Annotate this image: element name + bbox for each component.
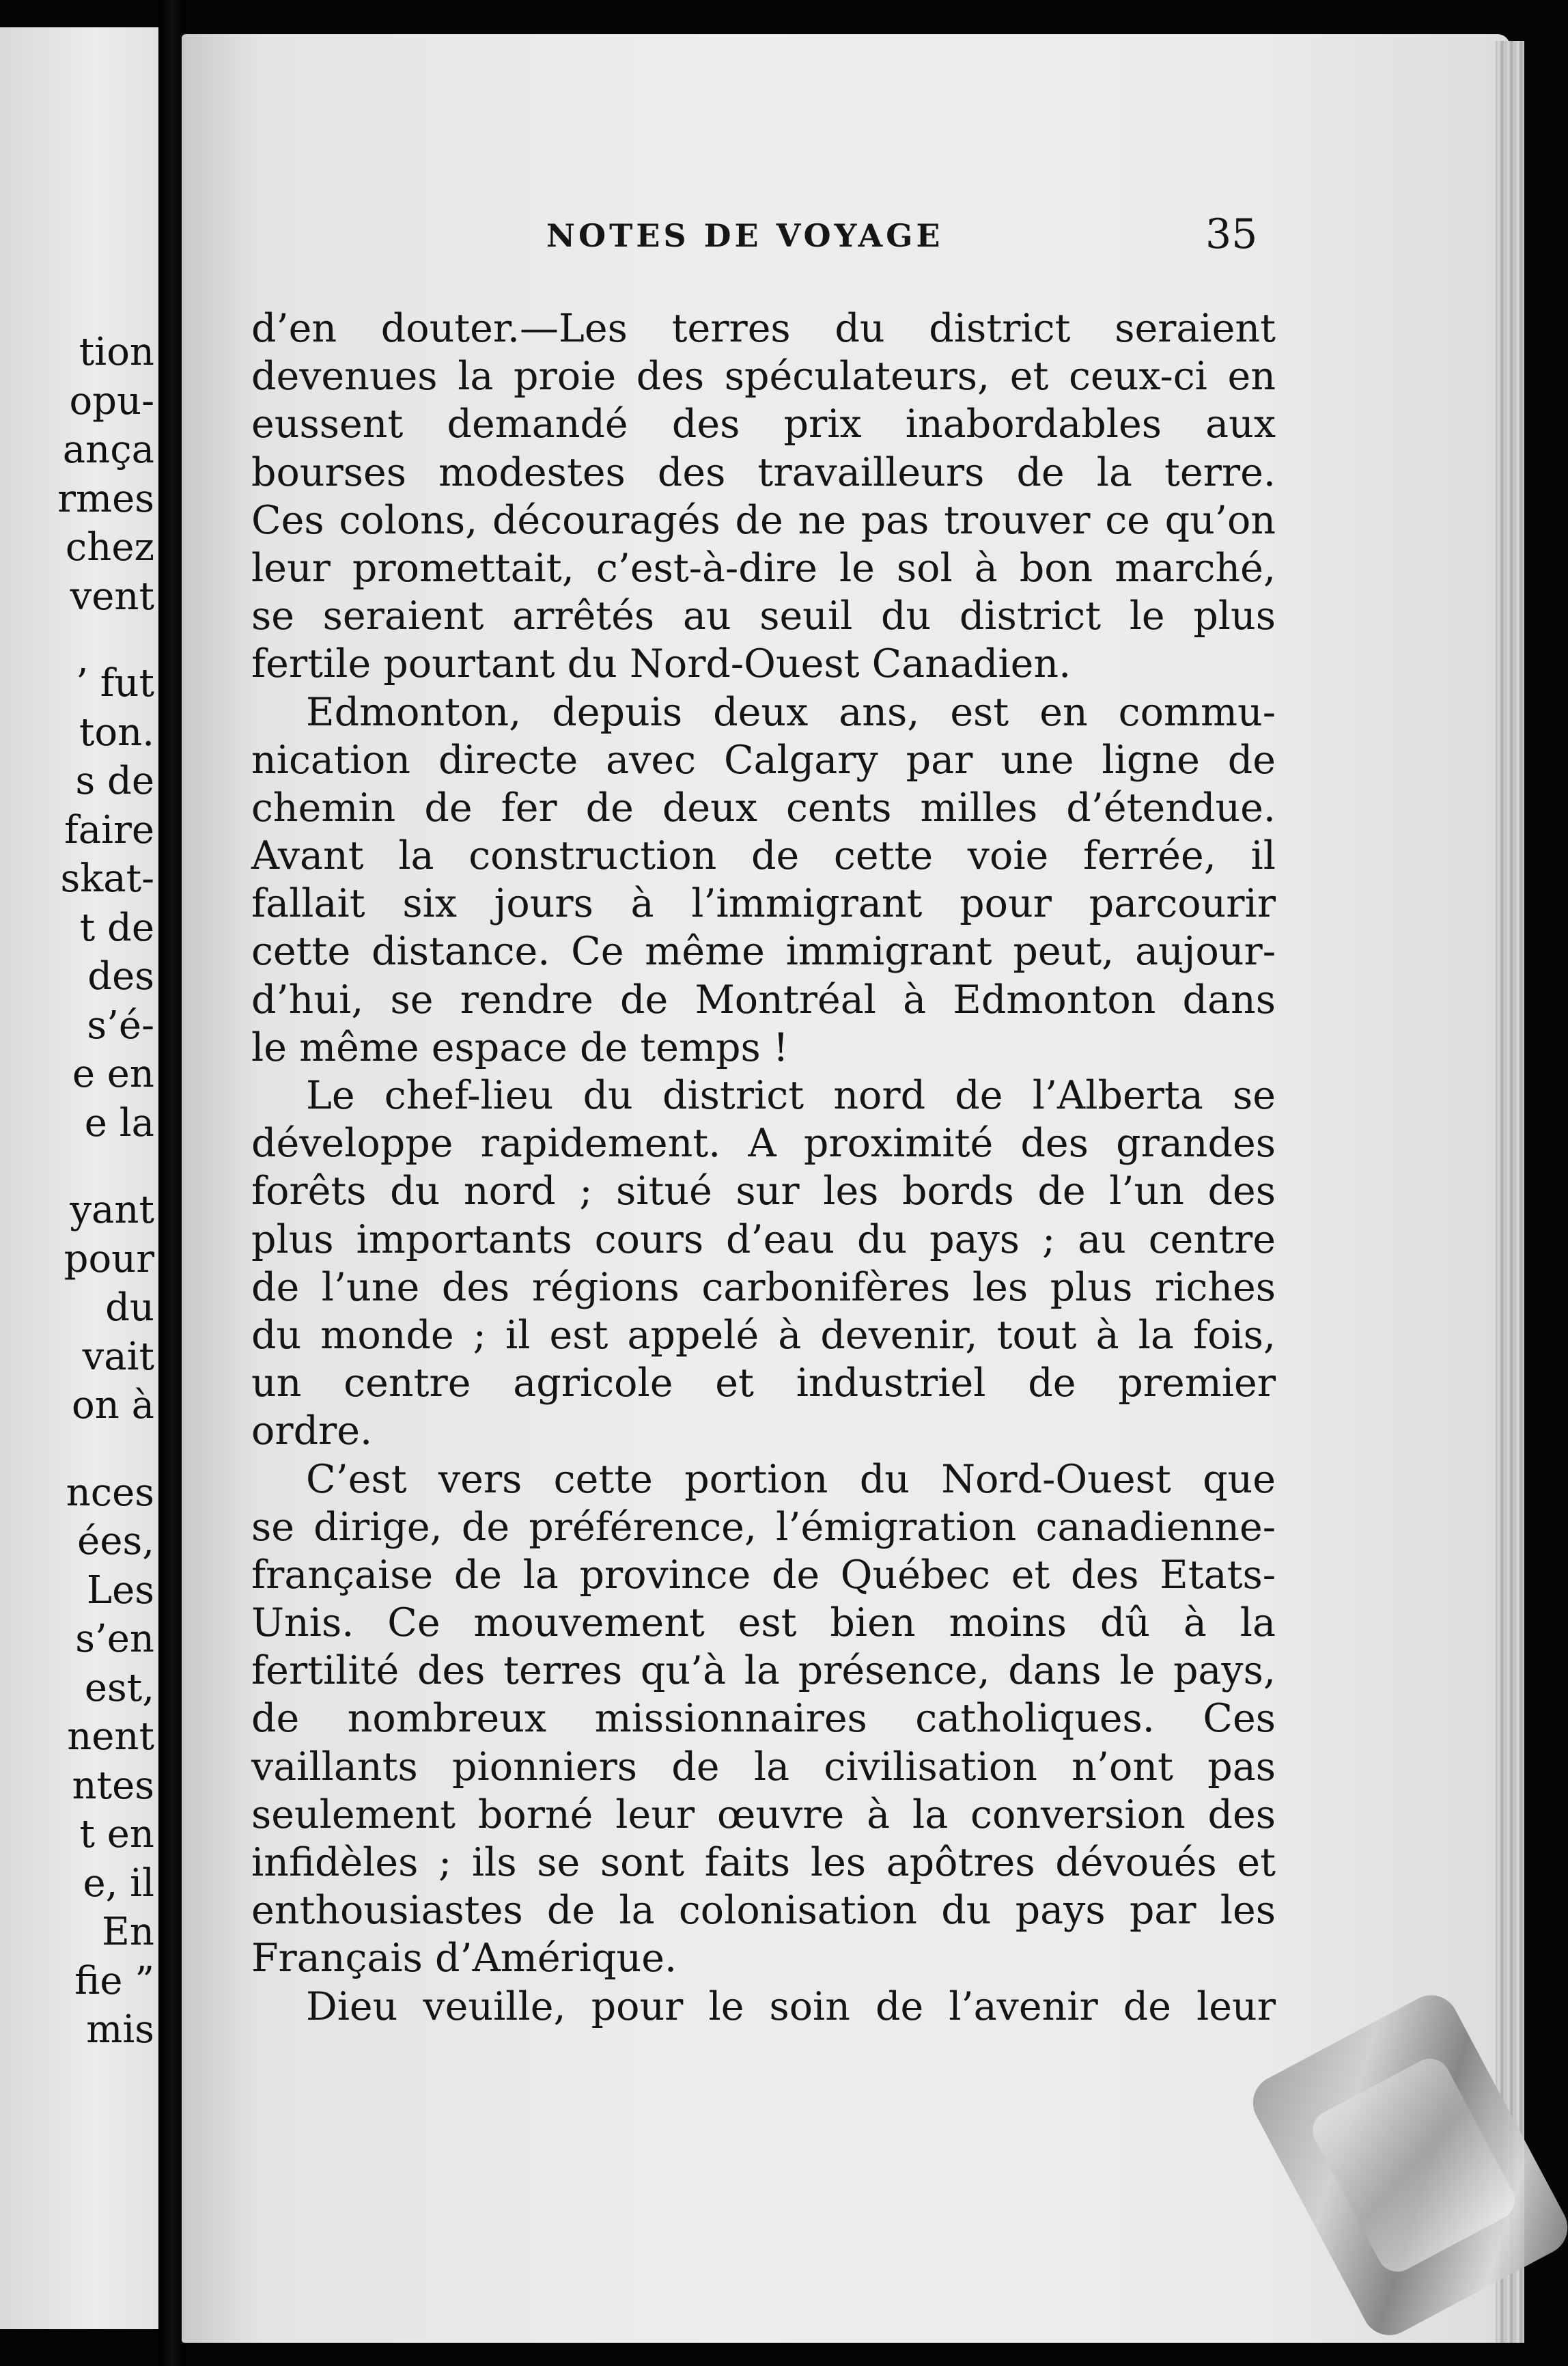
left-page-line: Les — [86, 1568, 154, 1613]
left-page-line: s’en — [75, 1617, 154, 1661]
text-line: Français d’Amérique. — [251, 1936, 677, 1981]
left-page-line: yant — [70, 1188, 154, 1232]
left-page-line: ’ fut — [76, 661, 154, 706]
left-page-line: opu- — [69, 378, 154, 423]
left-page-text-fragments — [0, 328, 154, 2055]
left-page-line: ntes — [72, 1763, 154, 1808]
text-line: seulement borné leur œuvre à la conversion des — [251, 1792, 1276, 1837]
left-page-line: skat- — [60, 857, 154, 901]
left-page-line: pour — [64, 1236, 154, 1281]
text-line: chemin de fer de deux cents milles d’étendue. — [251, 785, 1276, 831]
left-page-line: s de — [75, 759, 154, 803]
text-line: Avant la construction de cette voie ferrée, il — [251, 833, 1276, 879]
left-page-line: e en — [72, 1052, 154, 1096]
text-line: C’est vers cette portion du Nord-Ouest que — [306, 1456, 1276, 1502]
left-page-line: e, il — [83, 1861, 154, 1906]
left-page-line: vent — [70, 574, 154, 619]
left-page-line: tion — [79, 330, 154, 374]
text-line: fertile pourtant du Nord-Ouest Canadien. — [251, 641, 1072, 687]
text-line: Edmonton, depuis deux ans, est en commu- — [306, 689, 1276, 735]
left-page-gap — [0, 1147, 154, 1186]
text-line: de l’une des régions carbonifères les plus riches — [251, 1264, 1276, 1310]
text-line: eussent demandé des prix inabordables aux — [251, 402, 1276, 447]
left-page-line: faire — [64, 807, 154, 852]
left-page-line: des — [87, 954, 154, 999]
text-line: plus importants cours d’eau du pays ; au centre — [251, 1216, 1276, 1262]
left-page-line: on à — [72, 1383, 154, 1428]
text-line: se seraient arrêtés au seuil du district le plus — [251, 594, 1276, 639]
left-page-line: chez — [65, 525, 154, 570]
body-text — [251, 305, 1276, 2031]
text-line: française de la province de Québec et des Etats- — [251, 1552, 1276, 1598]
text-line: d’en douter.—Les terres du district seraient — [251, 306, 1276, 351]
text-line: Unis. Ce mouvement est bien moins dû à la — [251, 1600, 1276, 1646]
text-line: infidèles ; ils se sont faits les apôtres dévoués et — [251, 1840, 1276, 1885]
text-line: leur promettait, c’est-à-dire le sol à bon marché, — [251, 545, 1276, 591]
text-line: du monde ; il est appelé à devenir, tout à la fois, — [251, 1312, 1276, 1358]
left-page-gap — [0, 621, 154, 659]
text-line: de nombreux missionnaires catholiques. Ces — [251, 1696, 1276, 1742]
text-line: bourses modestes des travailleurs de la terre. — [251, 449, 1276, 495]
left-page-line: ées, — [77, 1519, 154, 1563]
text-line: devenues la proie des spéculateurs, et ceux-ci en — [251, 354, 1276, 400]
text-line: d’hui, se rendre de Montréal à Edmonton dans — [251, 977, 1276, 1022]
left-page-line: fie ” — [74, 1958, 154, 2003]
text-line: vaillants pionniers de la civilisation n’ont pas — [251, 1744, 1276, 1790]
left-page-line: t en — [79, 1812, 154, 1856]
text-line: cette distance. Ce même immigrant peut, aujour- — [251, 929, 1276, 975]
text-line: Le chef-lieu du district nord de l’Alberta se — [306, 1073, 1276, 1118]
text-line: Dieu veuille, pour le soin de l’avenir de leur — [306, 1984, 1276, 2029]
text-line: enthousiastes de la colonisation du pays par les — [251, 1888, 1276, 1934]
left-page-line: est, — [84, 1665, 154, 1710]
left-page-line: t de — [79, 905, 154, 950]
text-line: se dirige, de préférence, l’émigration canadienne- — [251, 1504, 1276, 1550]
left-page-line: nces — [66, 1470, 154, 1515]
text-line: un centre agricole et industriel de premier — [251, 1361, 1276, 1406]
text-line: développe rapidement. A proximité des grandes — [251, 1121, 1276, 1167]
left-page-line: nent — [67, 1714, 154, 1759]
left-facing-page — [0, 27, 158, 2329]
left-page-line: e la — [84, 1100, 154, 1145]
text-line: fertilité des terres qu’à la présence, dans le pays, — [251, 1648, 1276, 1694]
text-line: nication directe avec Calgary par une ligne de — [251, 737, 1276, 783]
left-page-line: rmes — [57, 476, 154, 521]
left-page-line: s’é- — [87, 1003, 154, 1048]
running-title: NOTES DE VOYAGE — [546, 217, 944, 254]
left-page-line: ton. — [79, 710, 154, 755]
text-line: Ces colons, découragés de ne pas trouver ce qu’on — [251, 497, 1276, 543]
left-page-line: du — [105, 1285, 154, 1330]
text-line: ordre. — [251, 1408, 373, 1454]
left-page-line: vait — [82, 1334, 154, 1379]
left-page-line: ança — [62, 428, 154, 472]
left-page-line: mis — [86, 2007, 154, 2052]
text-line: le même espace de temps ! — [251, 1025, 789, 1070]
left-page-line: En — [102, 1910, 154, 1954]
text-line: fallait six jours à l’immigrant pour parcourir — [251, 881, 1276, 927]
page-edge-stack — [1496, 41, 1524, 2343]
text-line: forêts du nord ; situé sur les bords de l’un des — [251, 1169, 1276, 1214]
page-number: 35 — [1205, 210, 1258, 258]
left-page-gap — [0, 1430, 154, 1469]
